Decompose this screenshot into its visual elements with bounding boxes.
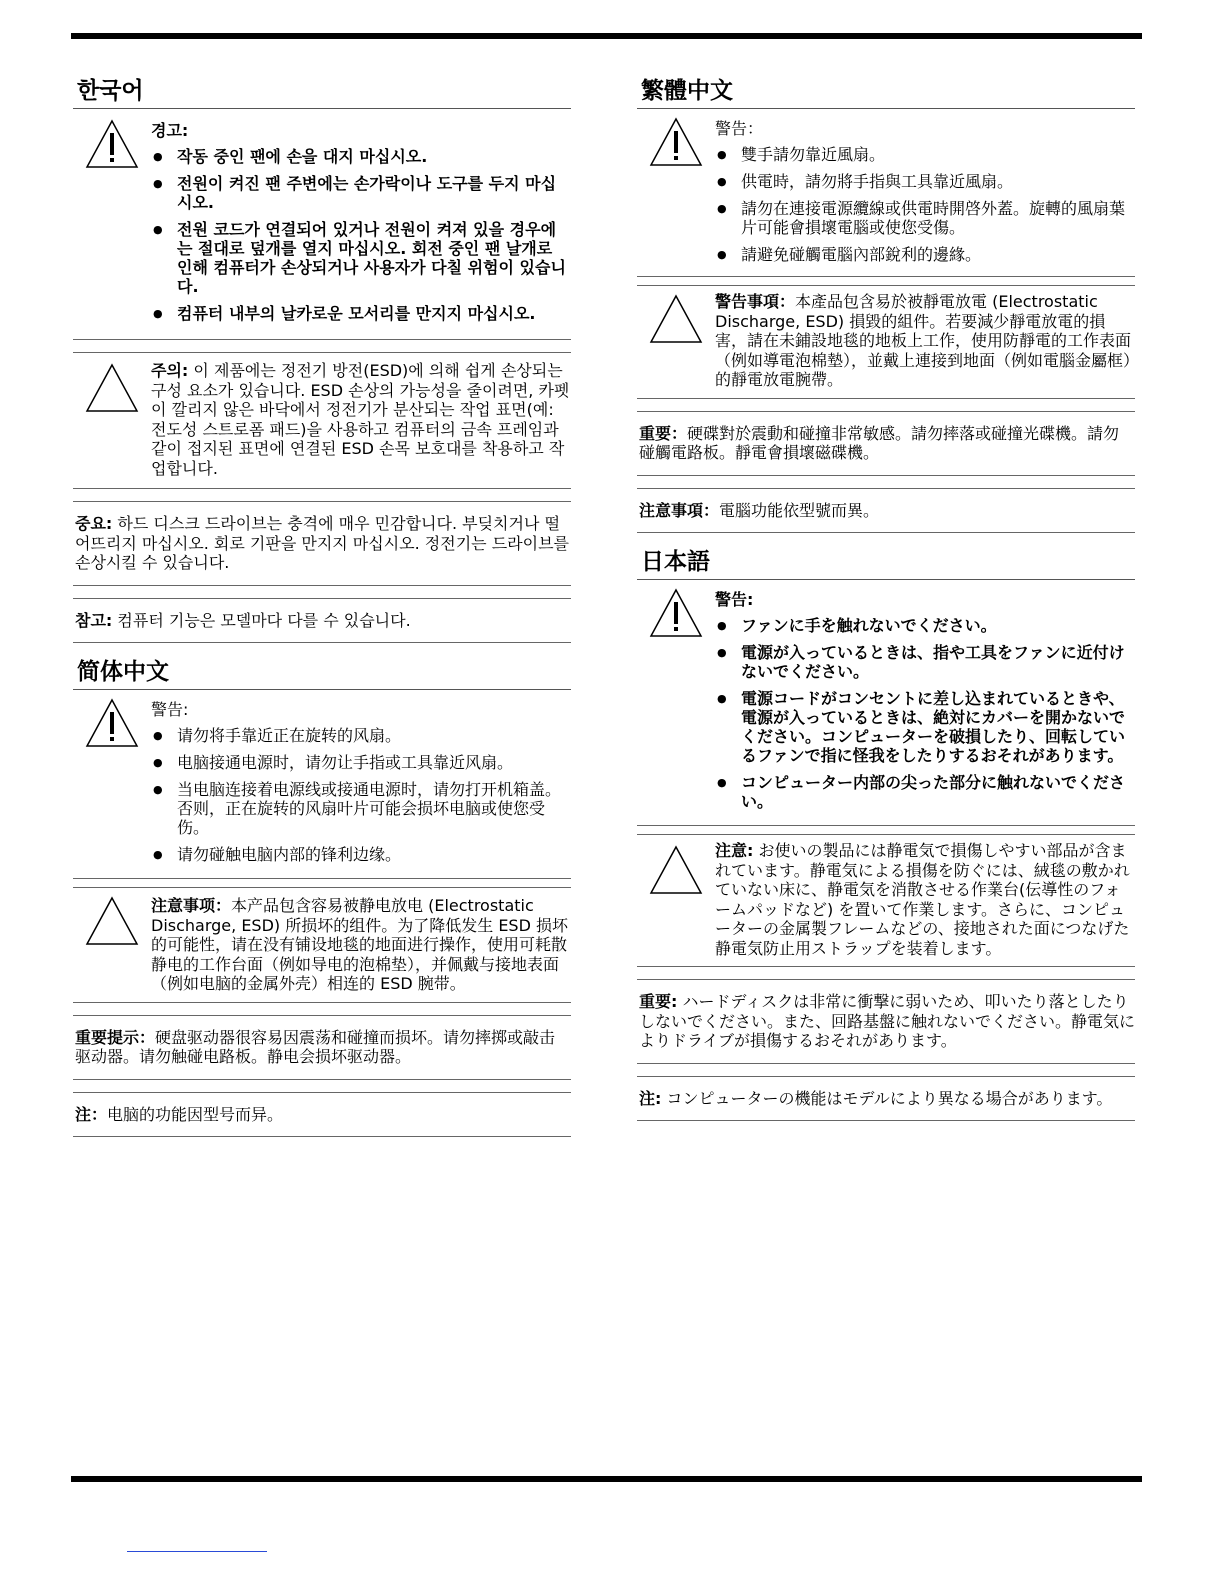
important-text: 하드 디스크 드라이브는 충격에 매우 민감합니다. 부딪치거나 떨어뜨리지 마십시오. 회로 기판을 만지지 마십시오. 정전기는 드라이브를 손상시킬 수 있습니다. xyxy=(75,514,569,572)
note-text: 電腦功能依型號而異。 xyxy=(719,500,880,520)
warning-triangle-icon xyxy=(649,117,703,167)
left-column xyxy=(73,76,571,1137)
warning-item: ● 電源が入っているときは、指や工具をファンに近付けないでください。 xyxy=(715,643,1135,681)
warning-block-simplified-chinese xyxy=(73,690,571,879)
warning-triangle-icon xyxy=(85,119,139,169)
note-label: 注意事項： xyxy=(639,500,720,520)
caution-triangle-icon xyxy=(649,845,703,895)
important-text: 硬碟對於震動和碰撞非常敏感。請勿摔落或碰撞光碟機。請勿碰觸電路板。靜電會損壞磁碟機。 xyxy=(639,423,1120,462)
warning-item: ● 電源コードがコンセントに差し込まれているときや、電源が入っているときは、絶対にカバーを開かないでください。コンピューターを破損したり、回転しているファンで指に怪我をしたりするおそれがあります。 xyxy=(715,689,1135,765)
warning-heading: 警告: xyxy=(151,700,189,719)
caution-triangle-icon xyxy=(85,896,139,946)
section-title-simplified-chinese: 简体中文 xyxy=(73,657,571,690)
caution-text: 이 제품에는 정전기 방전(ESD)에 의해 쉽게 손상되는 구성 요소가 있습니다. ESD 손상의 가능성을 줄이려면, 카펫이 깔리지 않은 바닥에서 정전기가 분산되는 작업 표면(예: 전도성 스트로폼 패드)을 사용하고 컴퓨터의 금속 프레임과 같이 접지된 표면에 연결된 ESD 손목 보호대를 착용하고 작업합니다. xyxy=(151,361,570,478)
caution-block-japanese xyxy=(637,835,1135,967)
warning-item: ● 請避免碰觸電腦內部銳利的邊緣。 xyxy=(715,245,1135,264)
warning-item: ● 컴퓨터 내부의 날카로운 모서리를 만지지 마십시오. xyxy=(151,304,571,323)
note-block-traditional-chinese xyxy=(637,489,1135,534)
caution-label: 주의: xyxy=(151,361,189,380)
important-text: ハードディスクは非常に衝撃に弱いため、叩いたり落としたりしないでください。また、回路基盤に触れないでください。静電気によりドライブが損傷するおそれがあります。 xyxy=(639,992,1136,1050)
warning-item: ● ファンに手を触れないでください。 xyxy=(715,616,1135,635)
caution-label: 注意: xyxy=(715,841,754,860)
warning-item: ● 请勿碰触电脑内部的锋利边缘。 xyxy=(151,845,571,864)
caution-block-simplified-chinese xyxy=(73,888,571,1003)
caution-label: 警告事項： xyxy=(715,292,796,311)
warning-item: ● 전원이 켜진 팬 주변에는 손가락이나 도구를 두지 마십시오. xyxy=(151,174,571,212)
important-label: 重要： xyxy=(639,423,688,443)
warning-item: ● 작동 중인 팬에 손을 대지 마십시오. xyxy=(151,147,571,166)
important-label: 重要: xyxy=(639,992,678,1011)
important-block-traditional-chinese xyxy=(637,412,1135,476)
note-text: 电脑的功能因型号而异。 xyxy=(107,1104,284,1124)
note-label: 참고: xyxy=(75,610,113,630)
warning-item: ● 雙手請勿靠近風扇。 xyxy=(715,145,1135,164)
section-title-traditional-chinese: 繁體中文 xyxy=(637,76,1135,109)
caution-triangle-icon xyxy=(85,363,139,413)
bottom-rule xyxy=(71,1476,1142,1482)
note-label: 注： xyxy=(75,1104,108,1124)
note-block-japanese xyxy=(637,1077,1135,1122)
caution-text: 本產品包含易於被靜電放電 (Electrostatic Discharge, ESD) 損毀的組件。若要減少靜電放電的損害，請在未鋪設地毯的地板上工作，使用防靜電的工作表面（例如導電泡棉墊），並戴上連接到地面（例如電腦金屬框）的靜電放電腕帶。 xyxy=(715,292,1132,389)
important-label: 重要提示： xyxy=(75,1027,156,1047)
warning-heading: 警告: xyxy=(715,590,754,609)
section-title-korean: 한국어 xyxy=(73,76,571,109)
important-block-japanese xyxy=(637,980,1135,1064)
caution-block-traditional-chinese xyxy=(637,286,1135,399)
caution-triangle-icon xyxy=(649,294,703,344)
note-block-korean xyxy=(73,599,571,644)
warning-triangle-icon xyxy=(85,698,139,748)
warning-heading: 警告： xyxy=(715,119,764,138)
note-text: 컴퓨터 기능은 모델마다 다를 수 있습니다. xyxy=(117,610,411,630)
caution-label: 注意事项： xyxy=(151,896,232,915)
warning-item: ● コンピューター内部の尖った部分に触れないでください。 xyxy=(715,773,1135,811)
warning-item: ● 当电脑连接着电源线或接通电源时，请勿打开机箱盖。否则，正在旋转的风扇叶片可能会损坏电脑或使您受伤。 xyxy=(151,780,571,837)
footer-link-underline[interactable] xyxy=(127,1551,267,1552)
warning-item: ● 电脑接通电源时，请勿让手指或工具靠近风扇。 xyxy=(151,753,571,772)
important-text: 硬盘驱动器很容易因震荡和碰撞而损坏。请勿摔掷或敲击驱动器。请勿触碰电路板。静电会损坏驱动器。 xyxy=(75,1027,556,1066)
warning-item: ● 供電時，請勿將手指與工具靠近風扇。 xyxy=(715,172,1135,191)
note-block-simplified-chinese xyxy=(73,1093,571,1138)
important-block-simplified-chinese xyxy=(73,1016,571,1080)
caution-block-korean xyxy=(73,353,571,489)
note-text: コンピューターの機能はモデルにより異なる場合があります。 xyxy=(666,1088,1113,1108)
warning-item: ● 请勿将手靠近正在旋转的风扇。 xyxy=(151,726,571,745)
warning-heading: 경고: xyxy=(151,121,189,140)
section-title-japanese: 日本語 xyxy=(637,547,1135,580)
warning-item: ● 請勿在連接電源纜線或供電時開啓外蓋。旋轉的風扇葉片可能會損壞電腦或使您受傷。 xyxy=(715,199,1135,237)
caution-text: お使いの製品には静電気で損傷しやすい部品が含まれています。静電気による損傷を防ぐには、絨毯の敷かれていない床に、静電気を消散させる作業台(伝導性のフォームパッドなど) を置いて作業します。さらに、コンピューターの金属製フレームなどの、接地された面につなげた静電気防止用ストラップを装着します。 xyxy=(715,841,1130,958)
warning-block-korean xyxy=(73,109,571,340)
warning-block-traditional-chinese xyxy=(637,109,1135,277)
warning-block-japanese xyxy=(637,580,1135,826)
important-label: 중요: xyxy=(75,514,113,533)
important-block-korean xyxy=(73,502,571,586)
warning-triangle-icon xyxy=(649,588,703,638)
top-rule xyxy=(71,33,1142,39)
warning-item: ● 전원 코드가 연결되어 있거나 전원이 켜져 있을 경우에는 절대로 덮개를 열지 마십시오. 회전 중인 팬 날개로 인해 컴퓨터가 손상되거나 사용자가 다칠 위험이 있습니다. xyxy=(151,220,571,296)
caution-text: 本产品包含容易被静电放电 (Electrostatic Discharge, ESD) 所损坏的组件。为了降低发生 ESD 损坏的可能性，请在没有铺设地毯的地面进行操作，使用可耗散静电的工作台面（例如导电的泡棉垫），并佩戴与接地表面（例如电脑的金属外壳）相连的 ESD 腕带。 xyxy=(151,896,568,993)
note-label: 注: xyxy=(639,1088,662,1108)
right-column xyxy=(637,76,1135,1121)
